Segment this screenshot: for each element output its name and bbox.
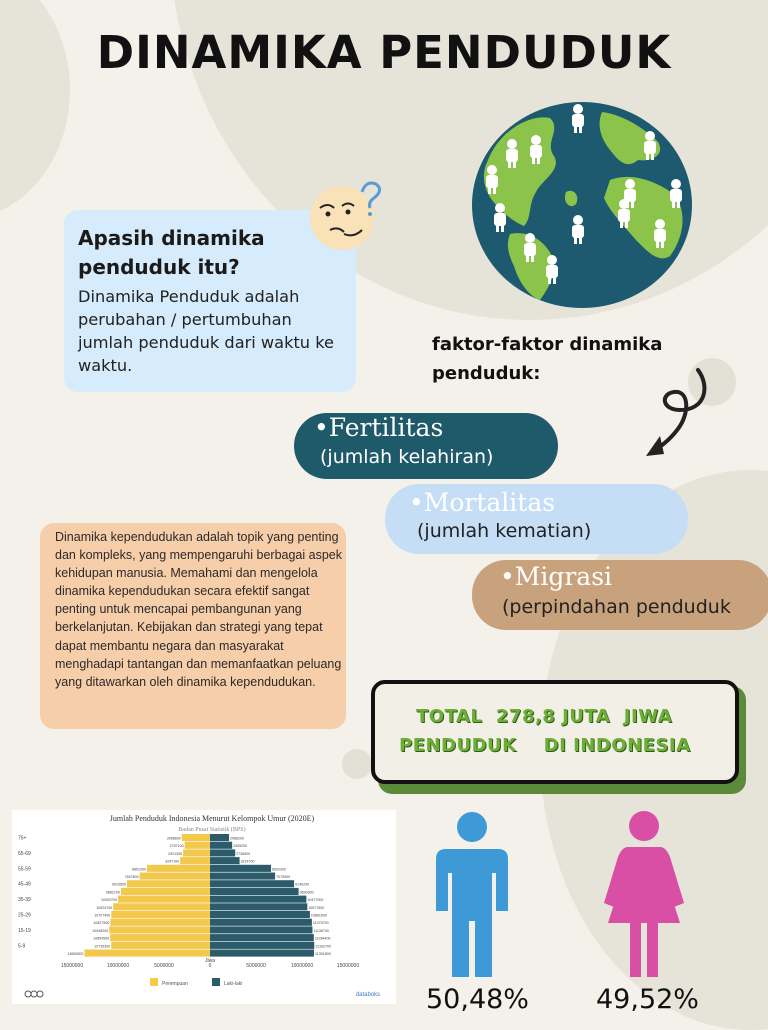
bar-perempuan[interactable]	[110, 934, 210, 941]
nd-icon	[37, 991, 43, 997]
intro-answer: Dinamika Penduduk adalah perubahan / pertumbuhan jumlah penduduk dari waktu ke waktu.	[78, 287, 334, 375]
bar-lakilaki[interactable]	[210, 834, 229, 841]
intro-question: Apasih dinamika penduduk itu?	[78, 226, 265, 279]
x-tick-label: 15000000	[60, 963, 84, 970]
factor-mortalitas	[385, 484, 688, 554]
chart-svg	[12, 810, 396, 1004]
total-population-box	[371, 680, 739, 784]
data-label: 11284400	[314, 936, 331, 941]
bar-lakilaki[interactable]	[210, 950, 314, 957]
data-label: 2068200	[230, 836, 245, 841]
data-label: 2405200	[233, 844, 248, 849]
bar-perempuan[interactable]	[182, 834, 210, 841]
data-label: 11332700	[315, 944, 331, 949]
data-label: 3247100	[165, 859, 180, 864]
chart-legend	[150, 978, 242, 987]
data-label: 2757100	[169, 844, 184, 849]
bar-lakilaki[interactable]	[210, 888, 299, 895]
data-label: 10477900	[307, 898, 324, 903]
data-label: 10861600	[310, 913, 327, 918]
bar-perempuan[interactable]	[84, 950, 210, 957]
y-tick-label: 65-69	[18, 850, 31, 857]
bar-lakilaki[interactable]	[210, 934, 314, 941]
data-label: 9682100	[105, 890, 120, 895]
x-tick-label: 5000000	[246, 963, 266, 970]
data-label: 7647800	[124, 875, 139, 879]
factor-name: •Migrasi	[500, 562, 613, 591]
by-icon	[31, 991, 37, 997]
bar-perempuan[interactable]	[183, 849, 210, 856]
bg-dot-2	[342, 749, 372, 779]
factor-name: •Fertilitas	[314, 413, 444, 442]
chart-cc-icons	[25, 991, 43, 997]
chart-source-logo[interactable]: databoks	[355, 992, 381, 998]
globe-people-illustration	[470, 100, 694, 310]
factor-fertilitas	[294, 413, 558, 479]
x-tick-label: 0	[208, 963, 212, 970]
factor-migrasi	[472, 560, 768, 630]
data-label: 3068600	[166, 836, 181, 841]
y-tick-label: 55-59	[18, 866, 31, 873]
bar-perempuan[interactable]	[111, 942, 210, 949]
factors-heading: faktor-faktor dinamika penduduk:	[432, 334, 663, 384]
data-label: 11301800	[314, 952, 331, 956]
bar-perempuan[interactable]	[121, 888, 210, 895]
data-label: 10854500	[93, 936, 110, 941]
bar-lakilaki[interactable]	[210, 896, 306, 903]
chart-subtitle: Badan Pusat Statistik (BPS)	[178, 827, 246, 833]
chart-x-ticks	[61, 963, 359, 969]
data-label: 10827500	[93, 921, 110, 926]
description-text: Dinamika kependudukan adalah topik yang penting dan kompleks, yang mempengaruhi berbagai aspek kehidupan manusia. Memahami dan mengelola dinamika kependudukan secara efektif sangat penting untuk mencapai pembangunan yang berkelanjutan. Kebijakan dan strategi yang tepat dapat membantu negara dan masyarakat menghadapi tantangan dan memanfaatkan peluang yang ditawarkan oleh dinamika kependudukan.	[55, 530, 342, 689]
bar-lakilaki[interactable]	[210, 926, 312, 933]
legend-label-perempuan[interactable]: Perempuan	[162, 981, 188, 987]
x-tick-label: 10000000	[106, 963, 130, 970]
y-tick-label: 15-19	[18, 927, 31, 934]
data-label: 10577500	[308, 905, 325, 910]
female-percentage: 49,52%	[596, 984, 699, 1015]
bar-perempuan[interactable]	[111, 911, 210, 918]
data-label: 6632300	[272, 867, 287, 872]
bar-lakilaki[interactable]	[210, 857, 240, 864]
bar-perempuan[interactable]	[185, 842, 210, 849]
chart-y-ticks	[18, 836, 31, 950]
data-label: 2921300	[168, 851, 183, 856]
male-icon	[432, 811, 512, 981]
cc-icon	[25, 991, 31, 997]
data-label: 7075900	[276, 875, 291, 879]
bar-lakilaki[interactable]	[210, 880, 294, 887]
bar-lakilaki[interactable]	[210, 942, 314, 949]
factor-desc: (perpindahan penduduk	[502, 596, 731, 618]
bar-lakilaki[interactable]	[210, 865, 271, 872]
data-label: 6851300	[131, 867, 146, 872]
legend-swatch-lakilaki	[212, 978, 220, 986]
bar-perempuan[interactable]	[140, 873, 210, 880]
data-label: 10948200	[92, 928, 109, 933]
total-line-2: PENDUDUK DI INDONESIA	[399, 735, 691, 756]
y-tick-label: 45-49	[18, 881, 31, 888]
bar-perempuan[interactable]	[109, 926, 210, 933]
data-label: 10524700	[96, 905, 113, 910]
y-tick-label: 5-9	[18, 943, 26, 950]
data-label: 10003700	[100, 898, 117, 903]
bar-perempuan[interactable]	[113, 903, 210, 910]
x-tick-label: 5000000	[154, 963, 174, 970]
bar-perempuan[interactable]	[180, 857, 210, 864]
data-label: 10735300	[94, 944, 111, 949]
male-percentage: 50,48%	[426, 984, 529, 1015]
bar-lakilaki[interactable]	[210, 911, 310, 918]
bar-perempuan[interactable]	[110, 919, 210, 926]
x-tick-label: 10000000	[290, 963, 314, 970]
data-label: 11136700	[313, 928, 329, 933]
chart-bars	[67, 834, 331, 957]
bar-lakilaki[interactable]	[210, 849, 235, 856]
data-label: 9140200	[295, 882, 310, 887]
bar-lakilaki[interactable]	[210, 842, 232, 849]
factor-name: •Mortalitas	[409, 488, 556, 517]
data-label: 11075700	[312, 921, 329, 926]
factor-desc: (jumlah kematian)	[417, 520, 592, 542]
chart-xlabel: Jiwa	[204, 958, 216, 964]
bar-lakilaki[interactable]	[210, 903, 307, 910]
data-label: 2738900	[236, 851, 251, 856]
population-pyramid-chart	[12, 810, 396, 1004]
data-label: 13650500	[67, 952, 84, 956]
female-icon	[602, 811, 686, 981]
bar-perempuan[interactable]	[118, 896, 210, 903]
page-title: DINAMIKA PENDUDUK	[96, 26, 672, 79]
legend-swatch-perempuan	[150, 978, 158, 986]
y-tick-label: 25-29	[18, 912, 31, 919]
data-label: 10727400	[94, 913, 111, 918]
x-tick-label: 15000000	[336, 963, 360, 970]
bar-perempuan[interactable]	[127, 880, 210, 887]
factor-desc: (jumlah kelahiran)	[320, 446, 494, 468]
y-tick-label: 35-39	[18, 897, 31, 904]
curly-arrow-icon	[640, 366, 720, 462]
bar-lakilaki[interactable]	[210, 873, 275, 880]
bar-lakilaki[interactable]	[210, 919, 312, 926]
bar-perempuan[interactable]	[147, 865, 210, 872]
data-label: 9630300	[299, 890, 314, 895]
chart-title: Jumlah Penduduk Indonesia Menurut Kelompok Umur (2020E)	[109, 814, 315, 823]
legend-label-lakilaki[interactable]: Laki-laki	[224, 981, 243, 987]
total-line-1: TOTAL 278,8 JUTA JIWA	[416, 706, 673, 727]
y-tick-label: 75+	[18, 835, 27, 842]
data-label: 3214700	[240, 859, 255, 864]
data-label: 9023500	[111, 882, 126, 887]
